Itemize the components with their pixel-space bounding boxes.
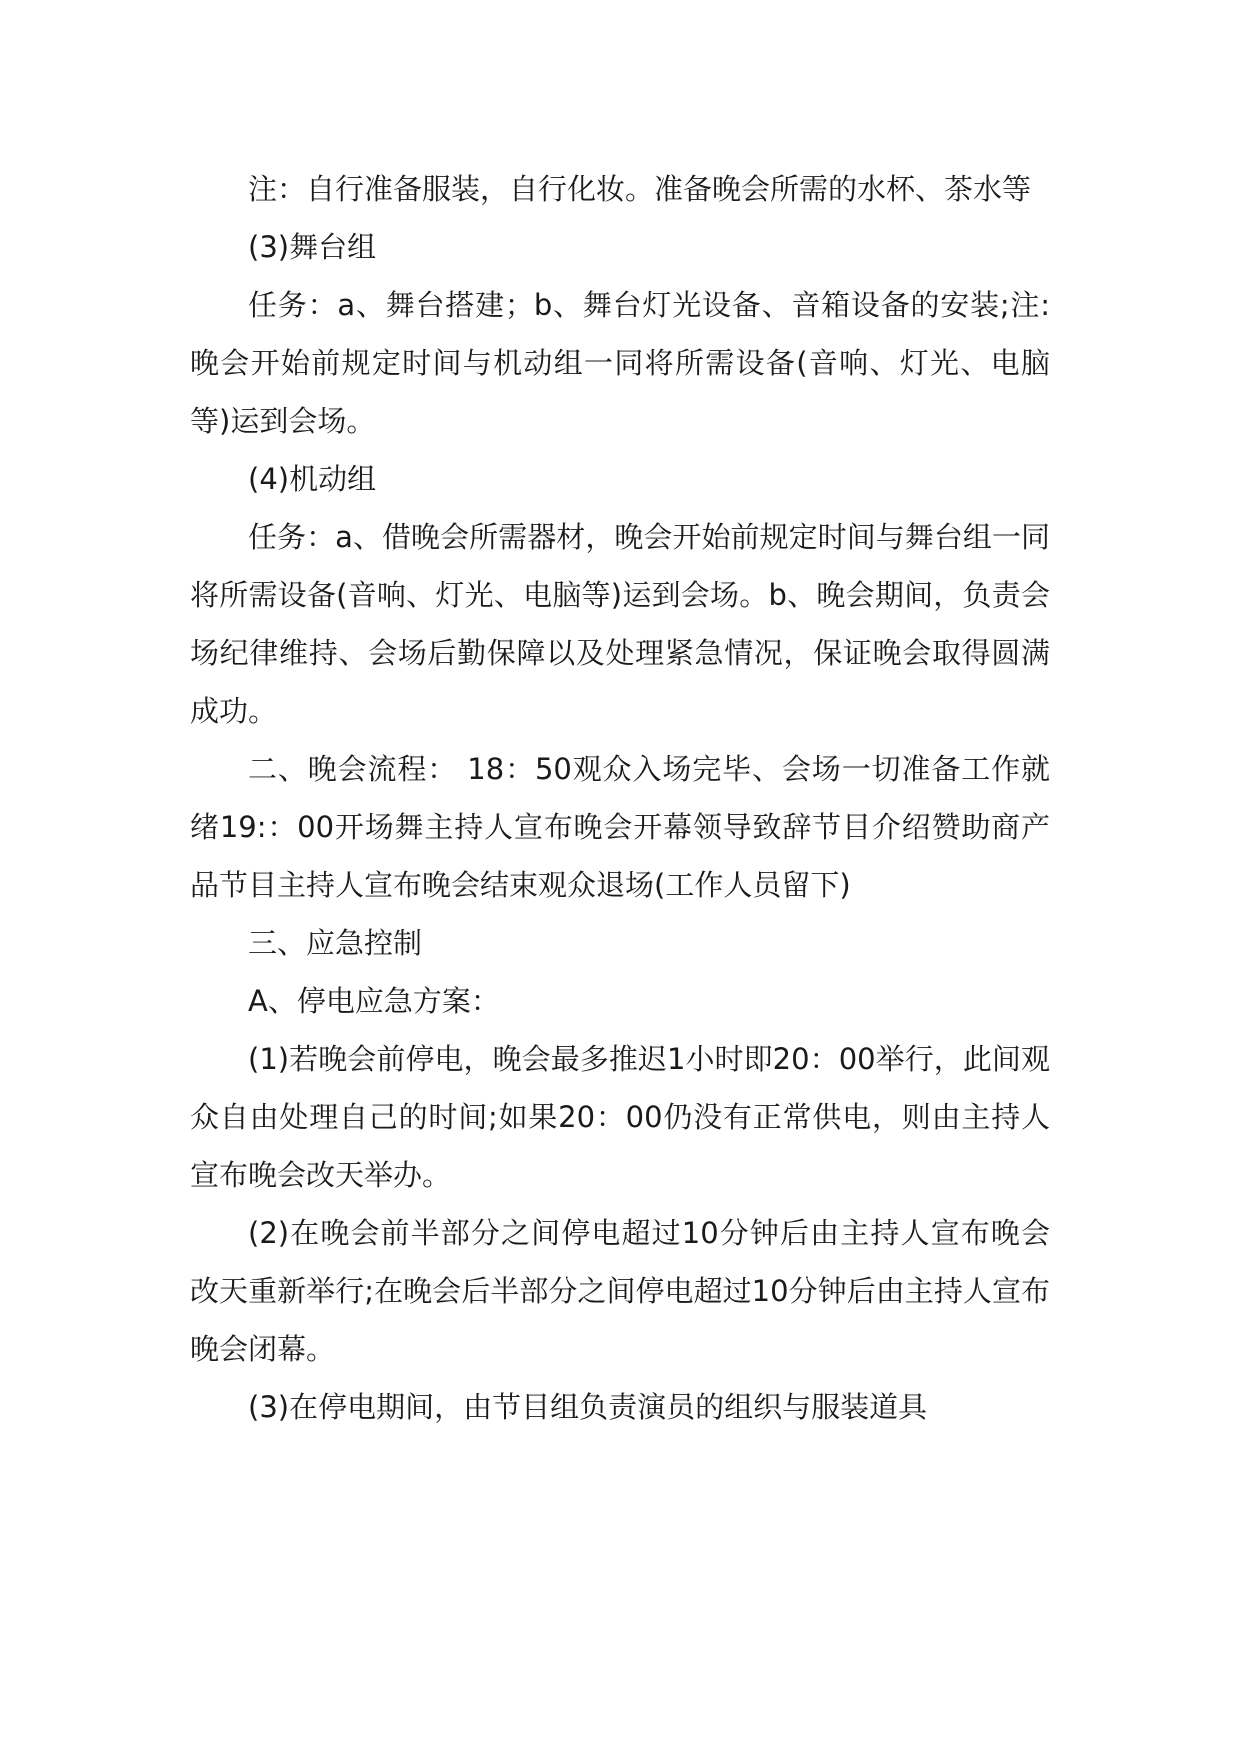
mobile-group-heading: (4)机动组 — [248, 462, 377, 496]
outage-plan-item-2: (2)在晚会前半部分之间停电超过10分钟后由主持人宣布晚会改天重新举行;在晚会后半部分之间停电超过10分钟后由主持人宣布晚会闭幕。 — [190, 1216, 1050, 1366]
outage-plan-item-1: (1)若晚会前停电，晚会最多推迟1小时即20：00举行，此间观众自由处理自己的时间;如果20：00仍没有正常供电，则由主持人宣布晚会改天举办。 — [190, 1042, 1050, 1192]
stage-group-tasks-paragraph: 任务：a、舞台搭建；b、舞台灯光设备、音箱设备的安装;注:晚会开始前规定时间与机动组一同将所需设备(音响、灯光、电脑等)运到会场。 — [190, 288, 1050, 438]
stage-group-heading: (3)舞台组 — [248, 230, 377, 264]
outage-plan-item-3: (3)在停电期间，由节目组负责演员的组织与服装道具 — [248, 1390, 928, 1424]
mobile-group-tasks-paragraph: 任务：a、借晚会所需器材，晚会开始前规定时间与舞台组一同将所需设备(音响、灯光、电脑等)运到会场。b、晚会期间，负责会场纪律维持、会场后勤保障以及处理紧急情况，保证晚会取得圆满成功。 — [190, 520, 1050, 728]
note-costume-paragraph: 注：自行准备服装，自行化妆。准备晚会所需的水杯、茶水等 — [248, 172, 1032, 206]
emergency-control-heading: 三、应急控制 — [248, 926, 423, 960]
program-flow-paragraph: 二、晚会流程： 18：50观众入场完毕、会场一切准备工作就绪19:：00开场舞主持人宣布晚会开幕领导致辞节目介绍赞助商产品节目主持人宣布晚会结束观众退场(工作人员留下) — [190, 752, 1050, 902]
power-outage-plan-heading: A、停电应急方案： — [248, 984, 500, 1018]
document-body — [190, 160, 1050, 1436]
